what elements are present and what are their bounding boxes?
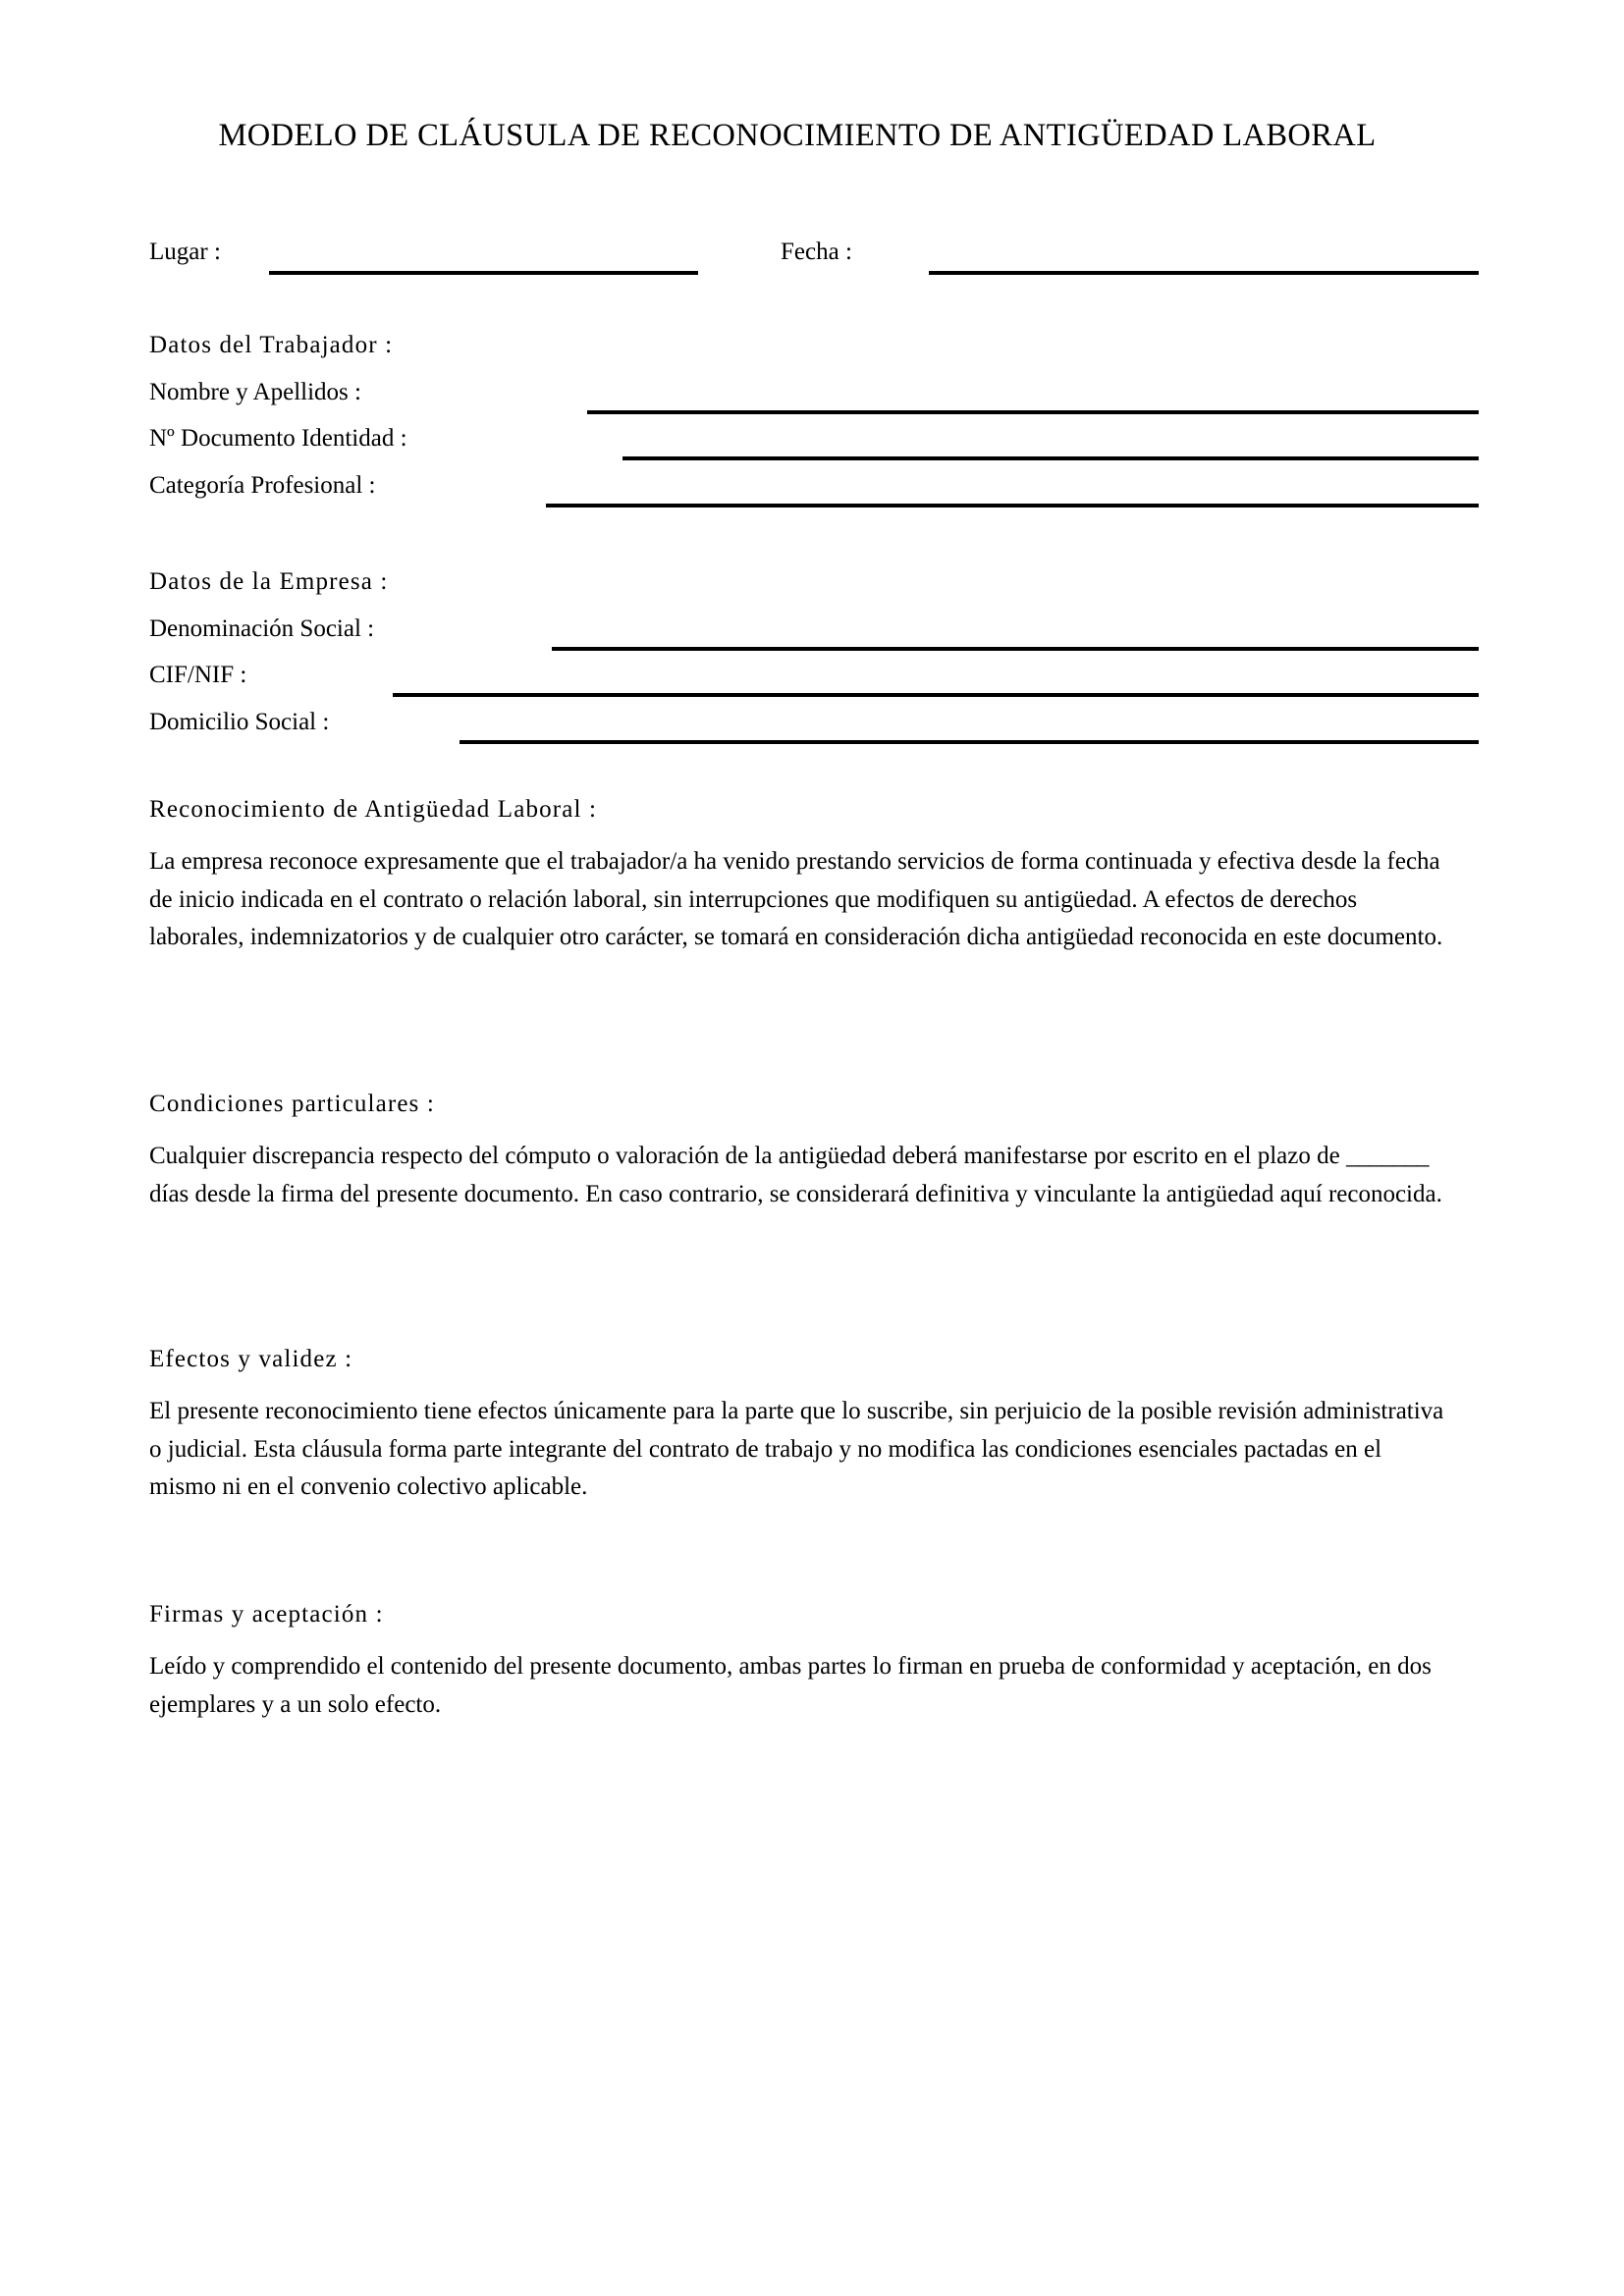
clause-heading-firmas: Firmas y aceptación : [149,1601,384,1628]
clause-body-firmas: Leído y comprendido el contenido del presente documento, ambas partes lo firman en prueba de conformidad y aceptación, en dos ejemplares y a un solo efecto. [149,1653,1432,1718]
condiciones-days-blank[interactable]: _______ [1345,1143,1429,1169]
company-section-heading: Datos de la Empresa : [149,568,389,595]
lugar-input-rule[interactable] [269,271,698,275]
condiciones-text-before: Cualquier discrepancia respecto del cómputo o valoración de la antigüedad deberá manifestarse por escrito en el plazo de [149,1143,1346,1169]
lugar-label: Lugar : [149,239,221,265]
clause-body-reconocimiento: La empresa reconoce expresamente que el trabajador/a ha venido prestando servicios de forma continuada y efectiva desde la fecha de inicio indicada en el contrato o relación laboral, sin interrupciones que modifiquen su antigüedad. A efectos de derechos laborales, indemnizatorios y de cualquier otro carácter, se tomará en consideración dicha antigüedad reconocida en este documento. [149,848,1443,950]
worker-field-rule-nombre[interactable] [587,410,1479,414]
company-field-label-domicilio: Domicilio Social : [149,709,330,735]
clause-body-efectos: El presente reconocimiento tiene efectos únicamente para la parte que lo suscribe, sin perjuicio de la posible revisión administrativa o judicial. Esta cláusula forma parte integrante del contrato de trabajo y no modifica las condiciones esenciales pactadas en el mismo ni en el convenio colectivo aplicable. [149,1398,1444,1500]
worker-field-label-categoria: Categoría Profesional : [149,472,376,499]
worker-field-label-nombre: Nombre y Apellidos : [149,379,361,405]
clause-heading-efectos: Efectos y validez : [149,1346,353,1372]
company-field-rule-domicilio[interactable] [460,740,1479,744]
worker-field-rule-documento[interactable] [623,456,1479,460]
company-field-label-denominacion: Denominación Social : [149,615,375,642]
worker-section-heading: Datos del Trabajador : [149,332,394,358]
company-field-label-cif: CIF/NIF : [149,662,247,688]
condiciones-text-after: días desde la firma del presente documento. En caso contrario, se considerará definitiva y vinculante la antigüedad aquí reconocida. [149,1180,1442,1207]
fecha-input-rule[interactable] [929,271,1479,275]
worker-field-label-documento: Nº Documento Identidad : [149,425,407,452]
clause-heading-reconocimiento: Reconocimiento de Antigüedad Laboral : [149,796,598,823]
worker-field-rule-categoria[interactable] [546,504,1479,507]
company-field-rule-denominacion[interactable] [552,647,1479,651]
company-field-rule-cif[interactable] [393,693,1479,697]
clause-heading-condiciones: Condiciones particulares : [149,1091,435,1117]
page-title: MODELO DE CLÁUSULA DE RECONOCIMIENTO DE ANTIGÜEDAD LABORAL [218,118,1377,153]
fecha-label: Fecha : [781,239,852,265]
clause-body-condiciones [149,1138,1445,1213]
